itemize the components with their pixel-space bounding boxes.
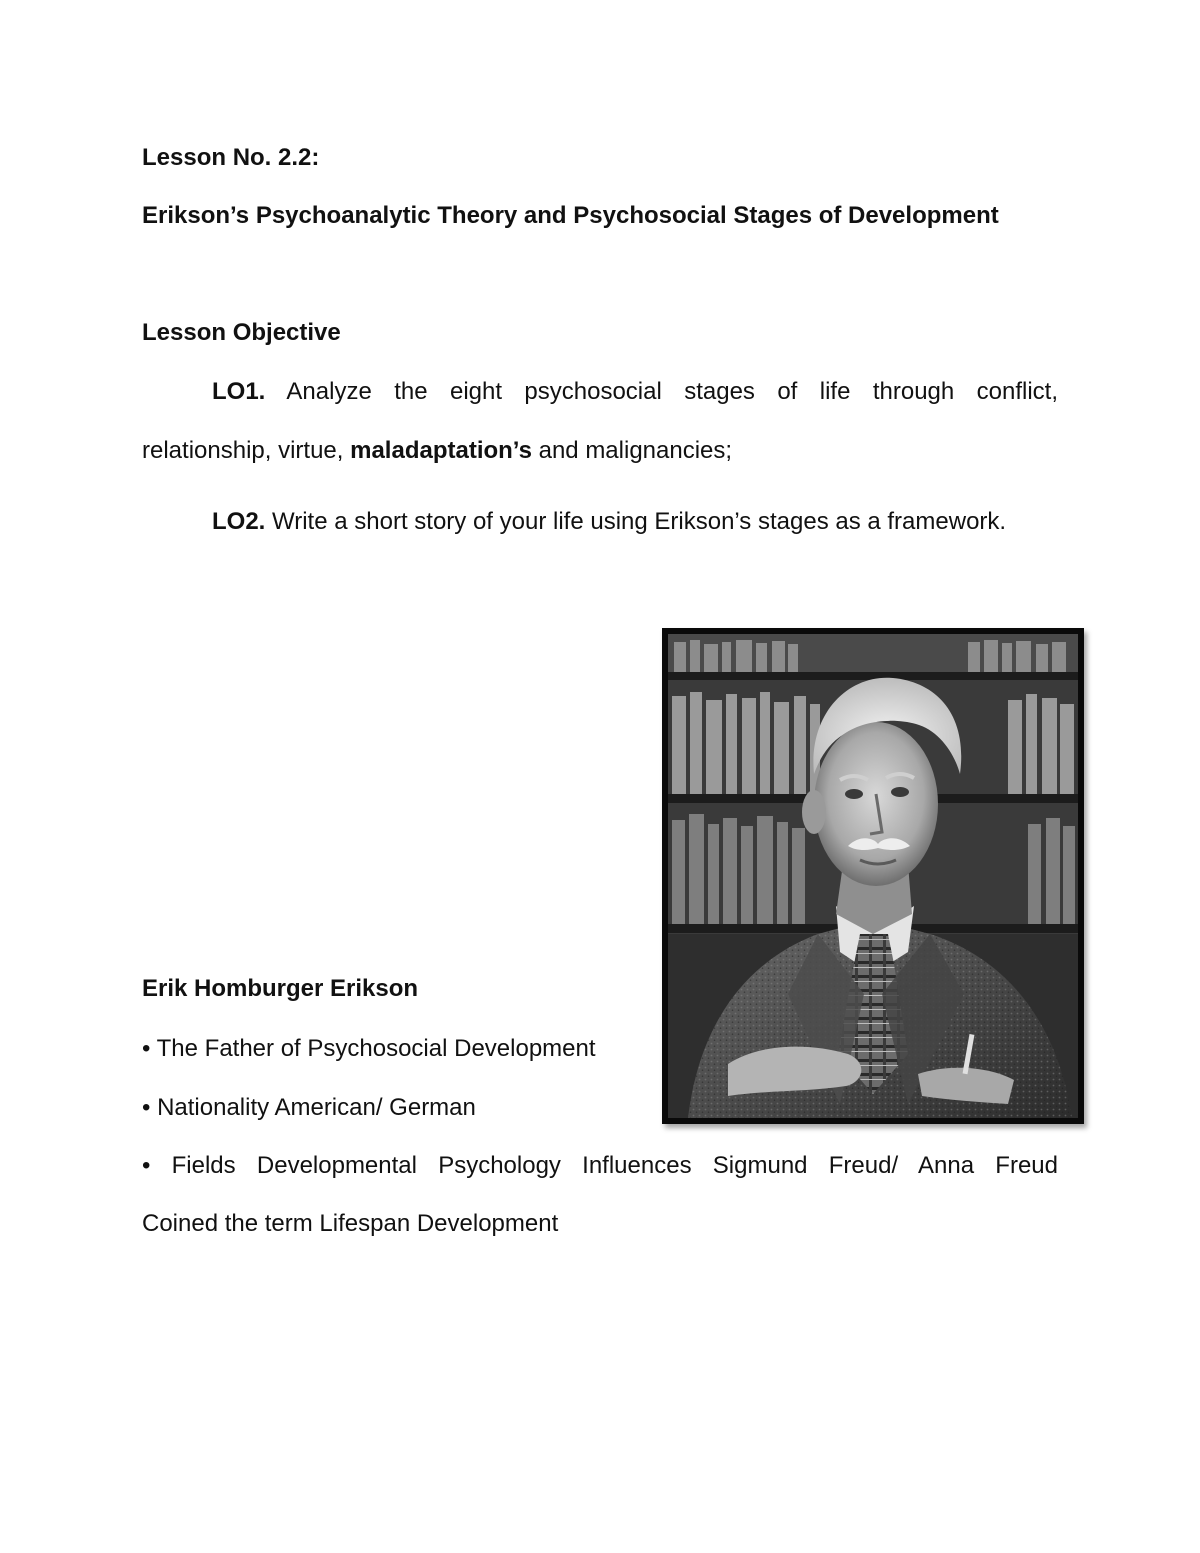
lo2-paragraph (212, 507, 1006, 537)
bullet-fields: • Fields Developmental Psychology Influences Sigmund Freud/ Anna Freud (142, 1152, 1058, 1179)
lesson-title: Erikson’s Psychoanalytic Theory and Psychosocial Stages of Development (142, 202, 999, 229)
portrait-image (668, 634, 1078, 1118)
lo2-text: Write a short story of your life using Erikson’s stages as a framework. (265, 508, 1007, 535)
bullet-fields-continuation: Coined the term Lifespan Development (142, 1210, 559, 1237)
face (814, 722, 938, 886)
bullet-nationality: • Nationality American/ German (142, 1094, 476, 1121)
lo1-text: Analyze the eight psychosocial stages of life through conflict, (265, 378, 1058, 405)
portrait-photo (662, 628, 1084, 1124)
lo1-paragraph (212, 377, 1058, 407)
lo1-continuation (142, 436, 732, 466)
objective-heading: Lesson Objective (142, 319, 341, 346)
lesson-number: Lesson No. 2.2: (142, 144, 320, 171)
lo1-label: LO1. (212, 378, 266, 405)
lo1-text-pre: relationship, virtue, (142, 437, 351, 464)
person-name: Erik Homburger Erikson (142, 975, 419, 1002)
lo1-text-post: and malignancies; (531, 437, 733, 464)
bullet-father: • The Father of Psychosocial Development (142, 1035, 596, 1062)
lo1-text-bold: maladaptation’s (350, 437, 532, 464)
lo2-label: LO2. (212, 508, 266, 535)
